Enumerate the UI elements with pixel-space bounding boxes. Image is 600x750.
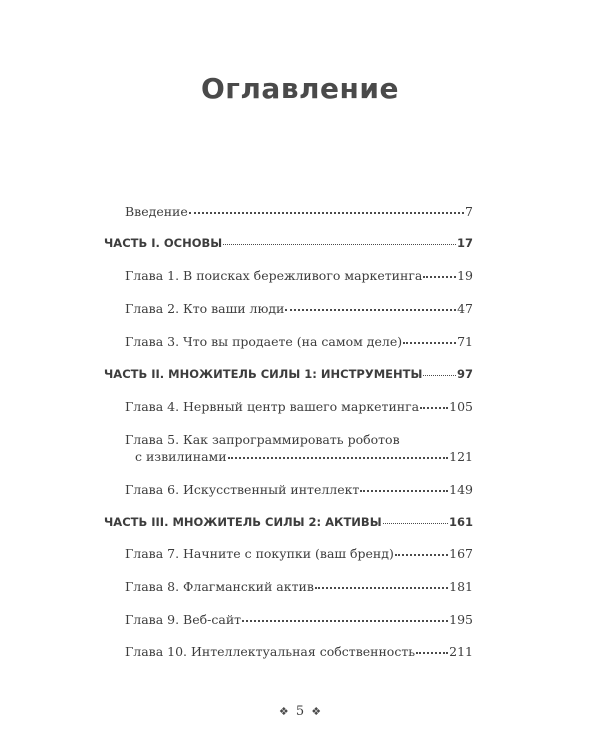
toc-part-label: ЧАСТЬ III. МНОЖИТЕЛЬ СИЛЫ 2: АКТИВЫ — [104, 515, 382, 529]
toc-entry-page: 47 — [457, 301, 473, 316]
toc-entry-page: 19 — [457, 268, 473, 283]
toc-part-label: ЧАСТЬ II. МНОЖИТЕЛЬ СИЛЫ 1: ИНСТРУМЕНТЫ — [104, 367, 423, 381]
dot-leader — [189, 212, 464, 214]
page-number: 5 — [295, 704, 305, 719]
toc-entry-page: 105 — [449, 399, 473, 414]
dot-leader — [420, 407, 448, 409]
toc-part-label: ЧАСТЬ I. ОСНОВЫ — [104, 236, 223, 250]
toc-entry-page: 167 — [449, 546, 473, 561]
dot-leader — [360, 490, 448, 492]
toc-entry-label: Глава 8. Флагманский актив — [125, 579, 314, 594]
dot-leader — [423, 276, 456, 278]
toc-entry-label: Глава 9. Веб-сайт — [125, 612, 242, 627]
dot-leader — [423, 375, 456, 376]
toc-part-page: 97 — [456, 367, 473, 381]
page-title: Оглавление — [200, 72, 399, 105]
toc-entry-label: Глава 2. Кто ваши люди — [125, 301, 285, 316]
toc-entry-label: Глава 1. В поисках бережливого маркетинга — [125, 268, 423, 283]
toc-entry-chapter-1[interactable] — [125, 268, 473, 283]
dot-leader — [285, 309, 456, 311]
toc-entry-page: 71 — [457, 334, 473, 349]
toc-entry-page: 121 — [449, 449, 473, 464]
toc-part-3[interactable] — [104, 515, 473, 529]
toc-part-1[interactable] — [104, 236, 473, 250]
toc-part-2[interactable] — [104, 367, 473, 381]
toc-part-page: 17 — [456, 236, 473, 250]
dot-leader — [223, 244, 456, 245]
toc-entry-label: Глава 7. Начните с покупки (ваш бренд) — [125, 546, 394, 561]
dot-leader — [315, 587, 448, 589]
toc-part-page: 161 — [448, 515, 473, 529]
toc-entry-chapter-10[interactable] — [125, 644, 473, 659]
toc-entry-page: 211 — [449, 644, 473, 659]
toc-entry-label: Глава 3. Что вы продаете (на самом деле) — [125, 334, 403, 349]
dot-leader — [383, 523, 448, 524]
toc-entry-line2 — [125, 449, 473, 464]
dot-leader — [395, 554, 448, 556]
toc-entry-label-line2: с извилинами — [135, 449, 227, 464]
ornament-icon: ❖ — [311, 705, 322, 718]
toc-entry-page: 181 — [449, 579, 473, 594]
toc-entry-label: Глава 4. Нервный центр вашего маркетинга — [125, 399, 420, 414]
page-footer — [0, 704, 600, 719]
toc-entry-chapter-5[interactable] — [125, 432, 473, 464]
toc-entry-intro[interactable] — [125, 204, 473, 219]
toc-entry-label: Введение — [125, 204, 188, 219]
dot-leader — [228, 457, 449, 459]
toc-entry-chapter-8[interactable] — [125, 579, 473, 594]
toc-entry-page: 195 — [449, 612, 473, 627]
toc-entry-chapter-3[interactable] — [125, 334, 473, 349]
toc-entry-chapter-6[interactable] — [125, 482, 473, 497]
toc-entry-label-line1: Глава 5. Как запрограммировать роботов — [125, 432, 400, 447]
toc-entry-chapter-7[interactable] — [125, 546, 473, 561]
toc-entry-label: Глава 6. Искусственный интеллект — [125, 482, 360, 497]
toc-entry-page: 7 — [465, 204, 473, 219]
dot-leader — [242, 620, 448, 622]
toc-entry-chapter-2[interactable] — [125, 301, 473, 316]
toc-entry-page: 149 — [449, 482, 473, 497]
ornament-icon: ❖ — [278, 705, 289, 718]
toc-entry-chapter-4[interactable] — [125, 399, 473, 414]
dot-leader — [403, 342, 456, 344]
toc-entry-label: Глава 10. Интеллектуальная собственность — [125, 644, 416, 659]
toc-entry-chapter-9[interactable] — [125, 612, 473, 627]
dot-leader — [416, 652, 448, 654]
